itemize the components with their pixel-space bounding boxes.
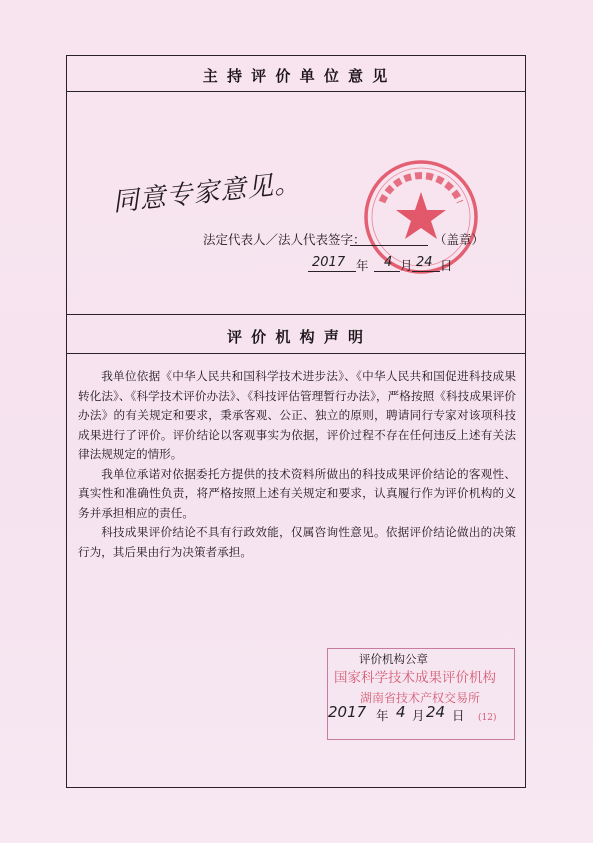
- statement-paragraph: 科技成果评价结论不具有行政效能，仅属咨询性意见。依据评价结论做出的决策行为，其后果由行为决策者承担。: [78, 525, 516, 559]
- seal-note: （盖章）: [434, 232, 485, 247]
- date-year-unit: 年: [376, 708, 389, 723]
- date-month: 4: [396, 703, 406, 721]
- date-month: 4: [384, 255, 393, 270]
- divider: [67, 314, 525, 315]
- section-heading-opinion: 主 持 评 价 单 位 意 见: [202, 67, 390, 85]
- date-day: 24: [426, 703, 446, 721]
- date-day-unit: 日: [452, 708, 465, 723]
- handwritten-opinion: 同意专家意见。: [111, 168, 303, 218]
- date-underline: [374, 271, 400, 272]
- signature-blank: [350, 245, 428, 246]
- date-year: 2017: [328, 703, 367, 721]
- signature-label: 法定代表人／法人代表签字：: [203, 232, 366, 247]
- divider: [67, 353, 525, 354]
- statement-body: [78, 367, 516, 562]
- section-heading-statement: 评 价 机 构 声 明: [226, 328, 366, 346]
- date-year-unit: 年: [356, 258, 369, 273]
- date-month-unit: 月: [412, 708, 425, 723]
- statement-paragraph: 我单位依据《中华人民共和国科学技术进步法》、《中华人民共和国促进科技成果转化法》、《科学技术评价办法》、《科技评估管理暂行办法》，严格按照《科技成果评价办法》的有关规定和要求，秉承客观、公正、独立的原则，聘请同行专家对该项科技成果进行了评价。评价结论以客观事实为依据，评价过程不存在任何违反上述有关法律法规规定的情形。: [78, 369, 516, 461]
- stamp-line-2: 湖南省技术产权交易所: [360, 691, 481, 705]
- stamp-label: 评价机构公章: [359, 652, 428, 666]
- date-day-unit: 日: [440, 258, 453, 273]
- date-month-unit: 月: [400, 258, 413, 273]
- date-year: 2017: [312, 255, 346, 270]
- date-underline: [412, 271, 440, 272]
- date-day: 24: [416, 255, 433, 270]
- stamp-line-1: 国家科学技术成果评价机构: [334, 670, 496, 686]
- stamp-line-3: (12): [478, 713, 497, 723]
- divider: [67, 91, 525, 92]
- date-underline: [308, 271, 356, 272]
- statement-paragraph: 我单位承诺对依据委托方提供的技术资料所做出的科技成果评价结论的客观性、真实性和准确性负责，将严格按照上述有关规定和要求，认真履行作为评价机构的义务并承担相应的责任。: [78, 466, 516, 520]
